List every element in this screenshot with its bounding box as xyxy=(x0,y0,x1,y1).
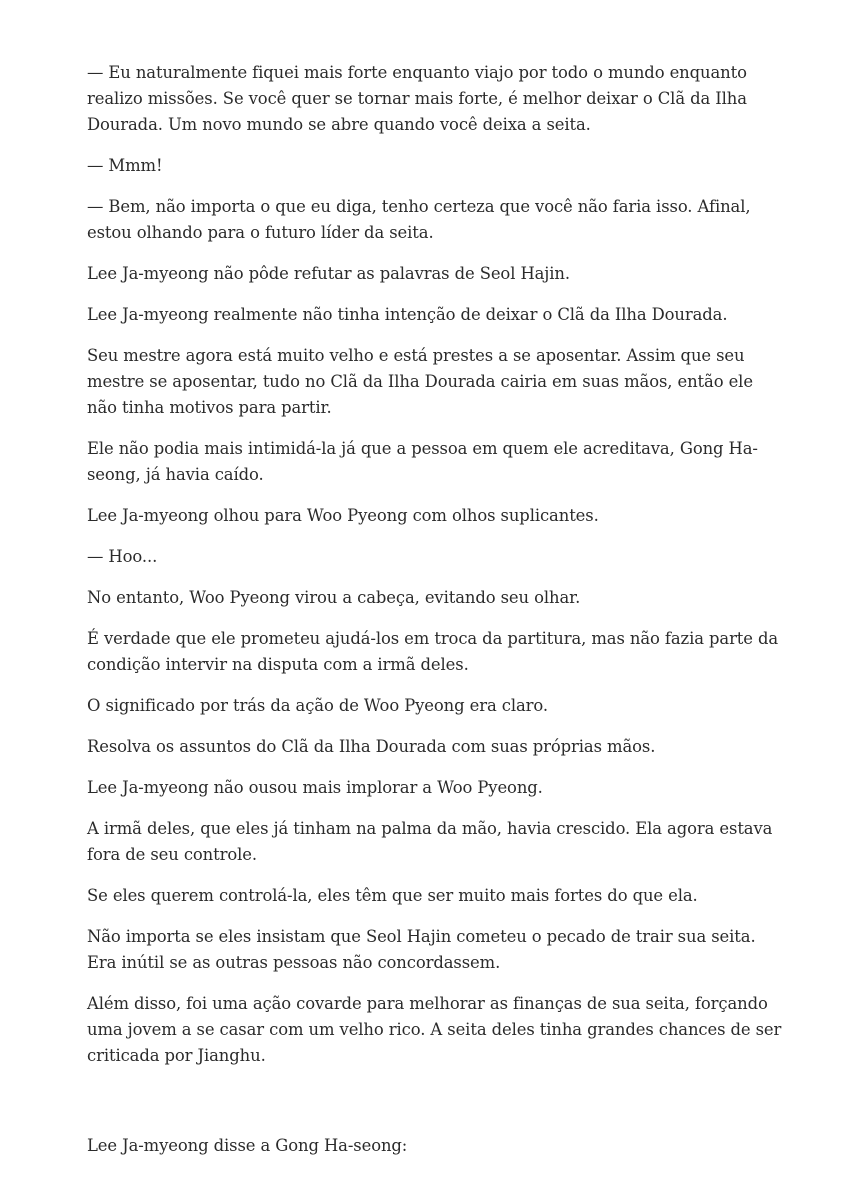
paragraph: Ele não podia mais intimidá-la já que a pessoa em quem ele acreditava, Gong Ha-seong, já havia caído. xyxy=(87,439,758,484)
paragraph: Se eles querem controlá-la, eles têm que ser muito mais fortes do que ela. xyxy=(87,886,698,905)
paragraph: — Hoo... xyxy=(87,547,158,566)
paragraph: O significado por trás da ação de Woo Pyeong era claro. xyxy=(87,696,548,715)
paragraph: A irmã deles, que eles já tinham na palma da mão, havia crescido. Ela agora estava fora de seu controle. xyxy=(87,819,773,864)
paragraph: Lee Ja-myeong não pôde refutar as palavras de Seol Hajin. xyxy=(87,264,571,283)
paragraph: — Bem, não importa o que eu diga, tenho certeza que você não faria isso. Afinal, estou olhando para o futuro líder da seita. xyxy=(87,197,751,242)
section-gap xyxy=(87,1084,787,1133)
document-page xyxy=(87,60,787,1174)
paragraph: Além disso, foi uma ação covarde para melhorar as finanças de sua seita, forçando uma jovem a se casar com um velho rico. A seita deles tinha grandes chances de ser criticada por Jianghu. xyxy=(87,994,782,1065)
paragraph: No entanto, Woo Pyeong virou a cabeça, evitando seu olhar. xyxy=(87,588,581,607)
paragraph: — Eu naturalmente fiquei mais forte enquanto viajo por todo o mundo enquanto realizo missões. Se você quer se tornar mais forte, é melhor deixar o Clã da Ilha Dourada. Um novo mundo se abre quando você deixa a seita. xyxy=(87,63,747,134)
paragraph: Lee Ja-myeong não ousou mais implorar a Woo Pyeong. xyxy=(87,778,543,797)
paragraph: É verdade que ele prometeu ajudá-los em troca da partitura, mas não fazia parte da condição intervir na disputa com a irmã deles. xyxy=(87,629,779,674)
paragraph: Não importa se eles insistam que Seol Hajin cometeu o pecado de trair sua seita. Era inútil se as outras pessoas não concordassem. xyxy=(87,927,756,972)
paragraph: Lee Ja-myeong disse a Gong Ha-seong: xyxy=(87,1136,408,1155)
paragraph: Lee Ja-myeong realmente não tinha intenção de deixar o Clã da Ilha Dourada. xyxy=(87,305,728,324)
paragraph: Lee Ja-myeong olhou para Woo Pyeong com olhos suplicantes. xyxy=(87,506,599,525)
paragraph: Seu mestre agora está muito velho e está prestes a se aposentar. Assim que seu mestre se aposentar, tudo no Clã da Ilha Dourada cairia em suas mãos, então ele não tinha motivos para partir. xyxy=(87,346,753,417)
paragraph: — Mmm! xyxy=(87,156,163,175)
paragraph: Resolva os assuntos do Clã da Ilha Dourada com suas próprias mãos. xyxy=(87,737,656,756)
